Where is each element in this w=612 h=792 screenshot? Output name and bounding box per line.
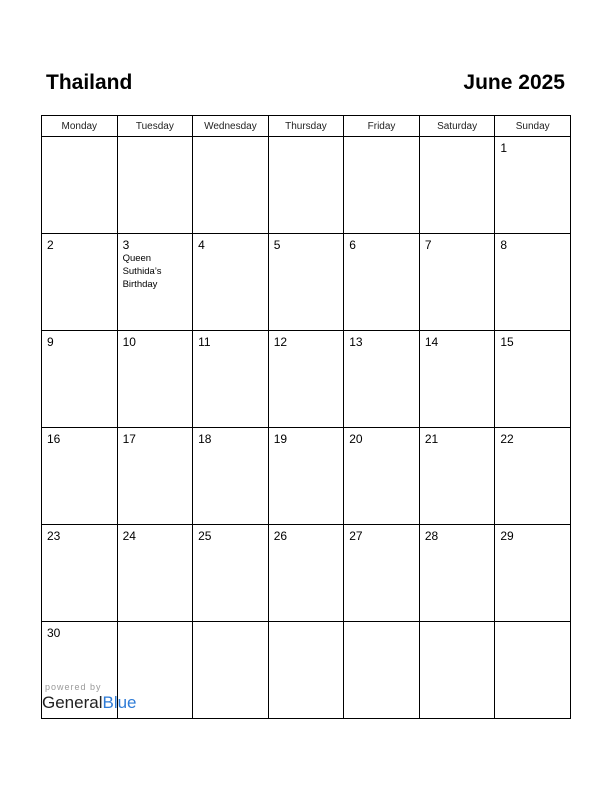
day-cell [268, 234, 344, 331]
day-number: 21 [424, 432, 439, 446]
day-number: 16 [47, 432, 61, 446]
day-cell [42, 525, 118, 622]
day-number: 2 [47, 238, 54, 252]
day-number: 27 [349, 529, 363, 543]
day-number: 1 [500, 141, 508, 155]
week-row [42, 137, 571, 234]
day-cell [268, 137, 344, 234]
week-row [42, 428, 571, 525]
day-number: 4 [198, 238, 205, 252]
weekday-header: Sunday [495, 116, 571, 137]
weekday-header: Saturday [419, 116, 495, 137]
day-cell [495, 331, 571, 428]
day-number: 23 [47, 529, 61, 543]
weekday-header: Tuesday [117, 116, 193, 137]
day-number: 13 [349, 335, 363, 349]
day-cell [117, 428, 193, 525]
day-cell [419, 622, 495, 719]
brand-blue: Blue [102, 693, 137, 712]
day-cell [344, 622, 420, 719]
day-cell [419, 137, 495, 234]
holiday-label: Queen Suthida’s Birthday [122, 253, 162, 290]
day-cell [193, 525, 269, 622]
day-cell [419, 331, 495, 428]
weekday-header-row [42, 116, 571, 137]
day-cell [42, 331, 118, 428]
day-number: 28 [424, 529, 439, 543]
day-cell [419, 428, 495, 525]
day-number: 10 [122, 335, 136, 349]
weekday-header: Thursday [268, 116, 344, 137]
day-cell [419, 525, 495, 622]
day-cell [344, 234, 420, 331]
day-cell [193, 428, 269, 525]
day-number: 24 [122, 529, 136, 543]
day-cell [117, 137, 193, 234]
day-cell [193, 331, 269, 428]
brand-general: General [42, 693, 103, 712]
week-row [42, 234, 571, 331]
day-cell [344, 525, 420, 622]
day-cell [495, 428, 571, 525]
weekday-header: Wednesday [193, 116, 269, 137]
week-row [42, 331, 571, 428]
country-title: Thailand [46, 71, 133, 94]
day-cell [42, 428, 118, 525]
week-row [42, 525, 571, 622]
day-cell [495, 234, 571, 331]
day-number: 9 [47, 335, 54, 349]
day-cell [42, 137, 118, 234]
day-cell [344, 137, 420, 234]
day-cell [495, 525, 571, 622]
calendar-grid [41, 115, 571, 719]
day-number: 3 [122, 238, 130, 252]
day-number: 20 [349, 432, 363, 446]
day-cell [268, 525, 344, 622]
brand-logo[interactable] [42, 693, 137, 713]
day-number: 30 [47, 626, 61, 640]
day-cell [117, 234, 193, 331]
day-cell [193, 622, 269, 719]
day-number: 22 [500, 432, 514, 446]
day-number: 19 [273, 432, 288, 446]
day-number: 26 [273, 529, 288, 543]
day-cell [344, 331, 420, 428]
day-number: 14 [424, 335, 439, 349]
day-cell [117, 525, 193, 622]
day-number: 15 [500, 335, 514, 349]
day-number: 7 [424, 238, 432, 252]
month-title: June 2025 [463, 71, 565, 94]
day-cell [495, 137, 571, 234]
day-number: 25 [198, 529, 212, 543]
day-number: 12 [273, 335, 288, 349]
day-number: 11 [198, 335, 211, 349]
day-cell [495, 622, 571, 719]
day-cell [117, 331, 193, 428]
day-cell [268, 331, 344, 428]
day-cell [193, 137, 269, 234]
weekday-header: Friday [344, 116, 420, 137]
day-number: 8 [500, 238, 508, 252]
day-cell [193, 234, 269, 331]
day-cell [419, 234, 495, 331]
day-cell [268, 428, 344, 525]
powered-by-text: powered by [45, 682, 102, 692]
day-number: 17 [122, 432, 136, 446]
day-number: 29 [500, 529, 514, 543]
day-cell [268, 622, 344, 719]
day-number: 6 [349, 238, 356, 252]
day-number: 5 [273, 238, 281, 252]
weekday-header: Monday [42, 116, 118, 137]
day-cell [42, 234, 118, 331]
day-number: 18 [198, 432, 212, 446]
day-cell [344, 428, 420, 525]
